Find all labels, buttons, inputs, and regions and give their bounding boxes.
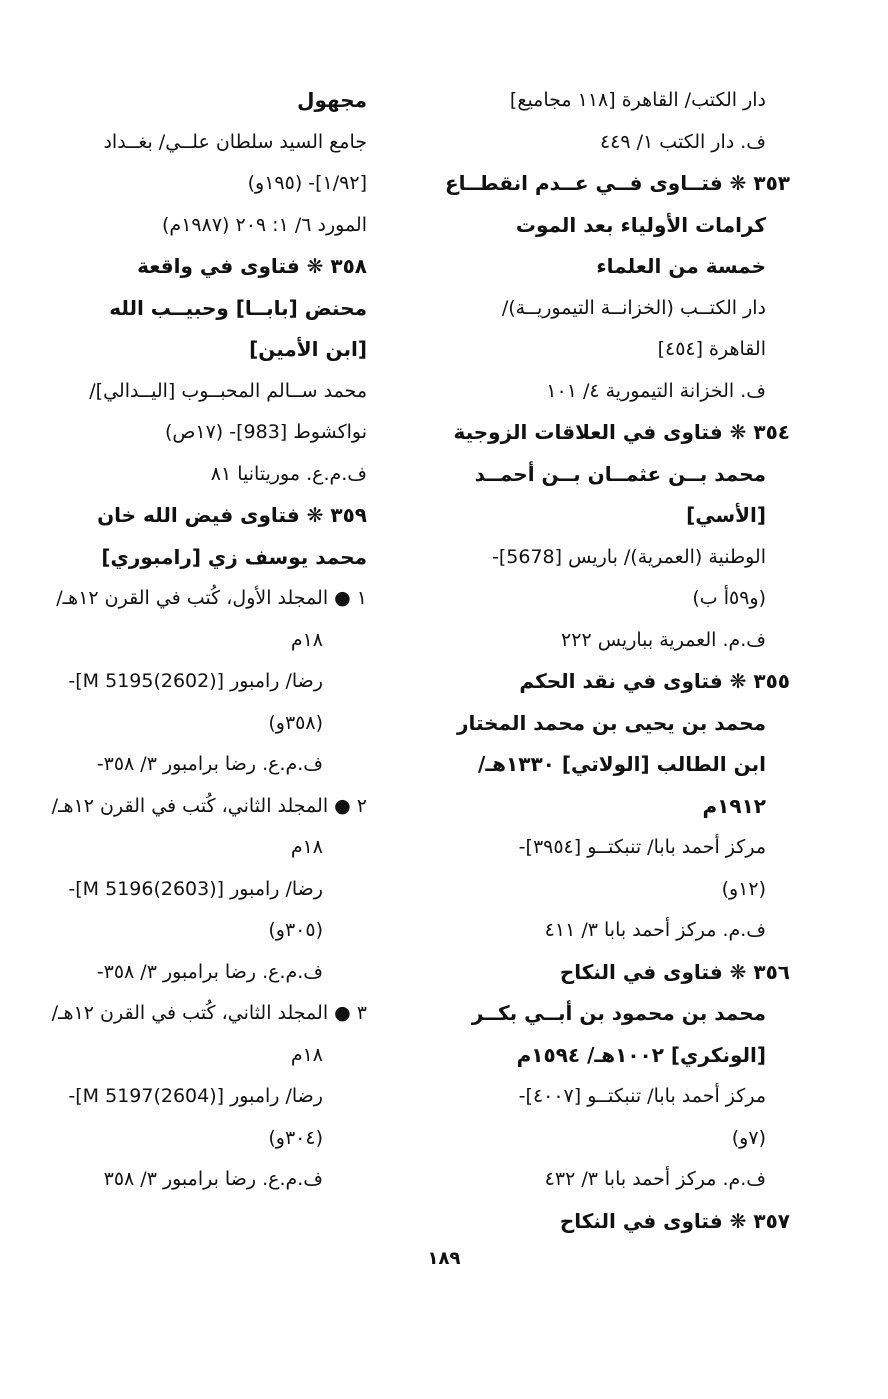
entry-text-line: ف. الخزانة التيمورية ٤/ ١٠١: [546, 379, 766, 402]
entry-text-line: ١٨م: [290, 1043, 323, 1066]
entry-text-line: ف. دار الكتب ١/ ٤٤٩: [599, 130, 766, 153]
entry-heading-line: محمد بن يحيى بن محمد المختار: [456, 710, 766, 735]
entry-text-line: ف.م. مركز أحمد بابا ٣/ ٤٣٢: [544, 1168, 766, 1190]
entry-text-line: دار الكتــب (الخزانــة التيموريــة)/: [501, 296, 766, 319]
entry-text-line: ف.م.ع. رضا برامبور ٣/ ٣٥٨-: [96, 960, 323, 983]
entry-heading-line: مجهول: [297, 88, 367, 112]
entry-heading-line: ٣٥٩ ❋ فتاوى فيض الله خان: [97, 503, 367, 527]
entry-text-line: (٣٠٥و): [268, 919, 323, 941]
entry-text-line: مركز أحمد بابا/ تنبكتــو [٤٠٠٧]-: [518, 1085, 766, 1107]
entry-text-line: مركز أحمد بابا/ تنبكتــو [٣٩٥٤]-: [518, 836, 766, 858]
entry-heading-line: [الأسي]: [686, 503, 766, 527]
entry-text-line: المورد ٦/ ١: ٢٠٩ (١٩٨٧م): [162, 213, 367, 236]
entry-heading-line: ٣٥٨ ❋ فتاوى في واقعة: [137, 254, 367, 278]
entry-text-line: (١٢و): [721, 877, 766, 900]
entry-heading-line: محنض [بابــا] وحبيــب الله: [109, 295, 367, 320]
entry-heading-line: ٣٥٥ ❋ فتاوى في نقد الحكم: [519, 669, 790, 693]
entry-text-line: جامع السيد سلطان علــي/ بغــداد: [103, 130, 367, 153]
entry-text-line: رضا/ رامبور [M 5197(2604)]-: [68, 1085, 323, 1107]
entry-heading-line: ٣٥٣ ❋ فتــاوى فــي عــدم انقطــاع: [444, 171, 790, 195]
entry-heading-line: ٣٥٤ ❋ فتاوى في العلاقات الزوجية: [453, 420, 790, 444]
left-column: [51, 80, 367, 1201]
entry-text-line: ١٨م: [290, 628, 323, 651]
entry-heading-line: محمد يوسف زي [رامبوري]: [101, 544, 367, 569]
entry-text-line: [١/٩٢]- (١٩٥و): [247, 172, 367, 194]
right-column: [438, 80, 790, 1242]
entry-heading-line: ابن الطالب [الولاتي] ١٣٣٠هـ/: [478, 752, 766, 776]
entry-text-line: الوطنية (العمرية)/ باريس [5678]-: [492, 545, 766, 568]
entry-text-line: رضا/ رامبور [M 5195(2602)]-: [68, 670, 323, 692]
entry-text-line: (٧و): [731, 1126, 766, 1149]
entry-heading-line: [ابن الأمين]: [249, 337, 367, 361]
entry-heading-line: محمد بن محمود بن أبــي بكــر: [471, 1001, 766, 1025]
entry-text-line: ف.م. العمرية بباريس ٢٢٢: [561, 628, 766, 651]
entry-text-line: ٣ ● المجلد الثاني، كُتب في القرن ١٢هـ/: [51, 1002, 367, 1024]
entry-text-line: رضا/ رامبور [M 5196(2603)]-: [68, 877, 323, 900]
entry-text-line: دار الكتب/ القاهرة [١١٨ مجاميع]: [509, 89, 766, 111]
entry-text-line: (٣٥٨و): [268, 711, 323, 734]
page-number: ١٨٩: [427, 1248, 461, 1269]
entry-heading-line: خمسة من العلماء: [596, 254, 766, 278]
entry-text-line: (٣٠٤و): [268, 1126, 323, 1149]
entry-text-line: ف.م.ع. رضا برامبور ٣/ ٣٥٨-: [96, 753, 323, 775]
entry-heading-line: كرامات الأولياء بعد الموت: [515, 212, 766, 237]
entry-text-line: نواكشوط [983]- (١٧ص): [164, 421, 367, 443]
entry-text-line: (و٥٩أ ب): [692, 587, 766, 609]
entry-heading-line: ٣٥٦ ❋ فتاوى في النكاح: [559, 959, 790, 984]
entry-text-line: ف.م.ع. رضا برامبور ٣/ ٣٥٨: [103, 1168, 323, 1190]
entry-text-line: ف.م.ع. موريتانيا ٨١: [210, 462, 367, 485]
entry-text-line: محمد ســالم المحبــوب [اليــدالي]/: [89, 379, 367, 402]
entry-text-line: القاهرة [٤٥٤]: [657, 338, 766, 360]
entry-text-line: ٢ ● المجلد الثاني، كُتب في القرن ١٢هـ/: [51, 794, 367, 817]
entry-text-line: ١ ● المجلد الأول، كُتب في القرن ١٢هـ/: [56, 587, 367, 609]
entry-heading-line: [الونكري] ١٠٠٢هـ/ ١٥٩٤م: [516, 1042, 766, 1067]
entry-heading-line: ٣٥٧ ❋ فتاوى في النكاح: [559, 1208, 790, 1233]
entry-heading-line: ١٩١٢م: [702, 793, 766, 818]
entry-text-line: ف.م. مركز أحمد بابا ٣/ ٤١١: [544, 919, 766, 941]
entry-text-line: ١٨م: [290, 836, 323, 858]
entry-heading-line: محمد بــن عثمــان بــن أحمــد: [474, 461, 766, 486]
